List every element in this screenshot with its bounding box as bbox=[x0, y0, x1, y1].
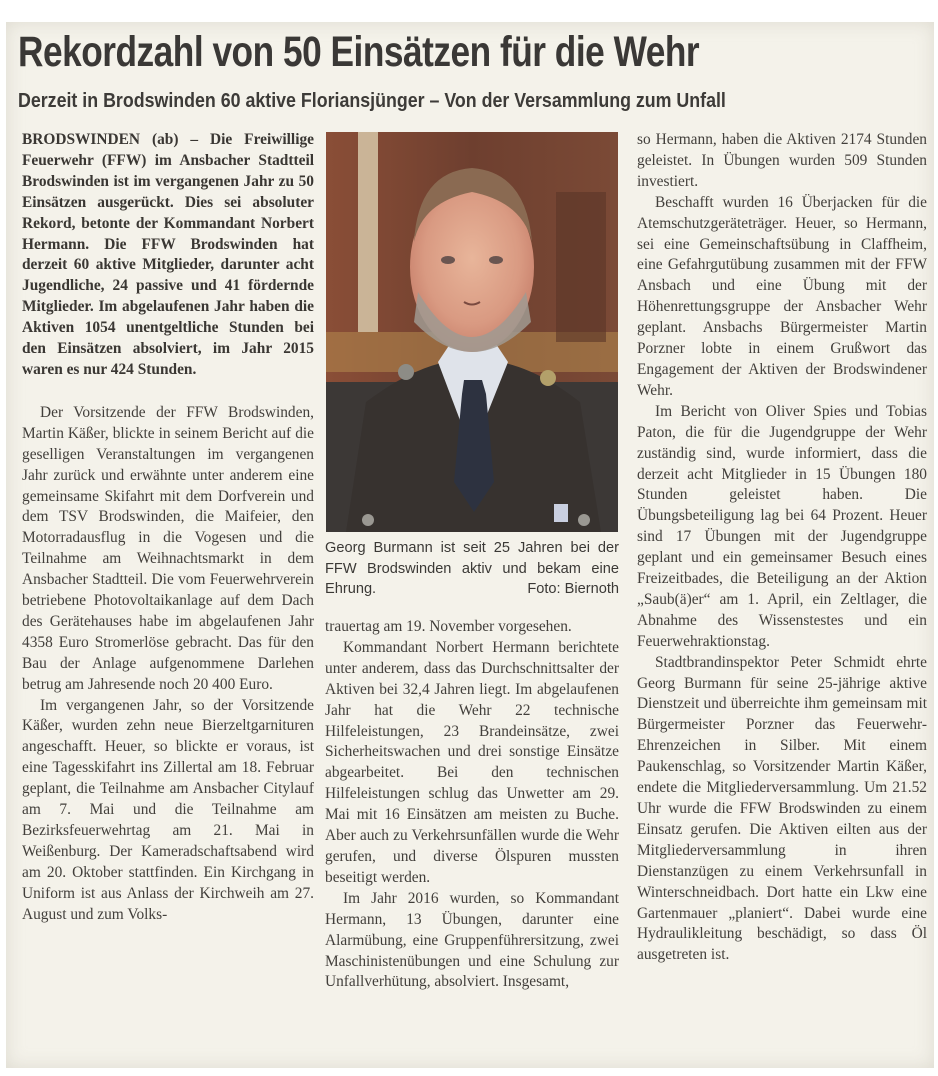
body-paragraph: Im Bericht von Oliver Spies und Tobias Paton, die für die Jugendgruppe der Wehr zuständig sind, wurde informiert, dass die derzeit acht Mitglieder in 15 Übungen 180 Stunden geleistet haben. Die Übungsbeteiligung lag bei 64 Prozent. Heuer sind 17 Übungen mit der Jugendgruppe geplant und ein gemeinsamer Besuch eines Freizeitbades, die Beteiligung an der Aktion „Saub(ä)er“ am 1. April, ein Zeltlager, die Abnahme des Wissenstestes und ein Feuerwehraktionstag. bbox=[637, 402, 927, 650]
body-paragraph: Kommandant Norbert Hermann berichtete unter anderem, dass das Durchschnittsalter der Aktiven bei 32,4 Jahren liegt. Im abgelaufenen Jahr hat die Wehr 22 technische Hilfeleistungen, 23 Brandeinsätze, zwei Sicherheitswachen und drei sonstige Einsätze abgearbeitet. Bei den technischen Hilfeleistungen schlug das Unwetter am 29. Mai mit 16 Einsätzen am meisten zu Buche. Aber auch zu Verkehrsunfällen wurde die Wehr gerufen, und diverse Ölspuren mussten beseitigt werden. bbox=[325, 638, 619, 886]
subheadline: Derzeit in Brodswinden 60 aktive Floriansjünger – Von der Versammlung zum Unfall bbox=[18, 90, 726, 112]
portrait-photo bbox=[326, 132, 618, 532]
body-paragraph: trauertag am 19. November vorgesehen. bbox=[325, 618, 572, 635]
body-paragraph: Der Vorsitzende der FFW Brodswinden, Martin Käßer, blickte in seinem Bericht auf die geselligen Veranstaltungen im vergangenen Jahr zurück und erwähnte unter anderem eine gemeinsame Skifahrt mit dem Dorfverein und dem TSV Brodswinden, die Maifeier, den Motorradausflug in die Vogesen und die Teilnahme am Weihnachtsmarkt in dem Ansbacher Stadtteil. Die vom Feuerwehrverein betriebene Photovoltaikanlage auf dem Dach des Gerätehauses habe im abgelaufenen Jahr 4358 Euro Stromerlöse gebracht. Das für den Bau der Anlage aufgenommene Darlehen betrug am Jahresende noch 20 400 Euro. bbox=[22, 403, 314, 693]
column-3 bbox=[637, 130, 927, 966]
photo-credit: Foto: Biernoth bbox=[527, 581, 619, 597]
body-paragraph: Beschafft wurden 16 Überjacken für die Atemschutzgeräteträger. Heuer, so Hermann, sei eine Gemeinschaftsübung in Claffheim, eine Gefahrgutübung zusammen mit der FFW Ansbach und eine Übung mit der Höhenrettungsgruppe der Ansbacher Wehr geplant. Ansbachs Bürgermeister Martin Porzner lobte in einem Grußwort das Engagement der Aktiven der Brodswindener Wehr. bbox=[637, 193, 927, 399]
body-paragraph: so Hermann, haben die Aktiven 2174 Stunden geleistet. In Übungen wurden 509 Stunden investiert. bbox=[637, 131, 927, 190]
paragraph-spacer bbox=[22, 381, 314, 403]
photo-caption bbox=[325, 538, 619, 600]
headline: Rekordzahl von 50 Einsätzen für die Wehr bbox=[18, 28, 700, 76]
column-2 bbox=[325, 617, 619, 993]
caption-text: Georg Burmann ist seit 25 Jahren bei der FFW Brodswinden aktiv und bekam eine Ehrung. bbox=[325, 540, 619, 597]
column-1 bbox=[22, 130, 314, 926]
portrait-photo-image bbox=[326, 132, 618, 532]
lead-paragraph: BRODSWINDEN (ab) – Die Freiwillige Feuerwehr (FFW) im Ansbacher Stadtteil Brodswinden ist im vergangenen Jahr zu 50 Einsätzen ausgerückt. Dies sei absoluter Rekord, betonte der Kommandant Norbert Hermann. Die FFW Brodswinden hat derzeit 60 aktive Mitglieder, darunter acht Jugendliche, 24 passive und 41 fördernde Mitglieder. Im abgelaufenen Jahr haben die Aktiven 1054 unentgeltliche Stunden bei den Einsätzen absolviert, im Jahr 2015 waren es nur 424 Stunden. bbox=[22, 131, 314, 378]
body-paragraph: Im Jahr 2016 wurden, so Kommandant Hermann, 13 Übungen, darunter eine Alarmübung, eine Gruppenführersitzung, zwei Maschinistenübungen und eine Schulung zur Unfallverhütung, absolviert. Insgesamt, bbox=[325, 889, 619, 991]
body-paragraph: Im vergangenen Jahr, so der Vorsitzende Käßer, wurden zehn neue Bierzeltgarnituren angeschafft. Heuer, so blickte er voraus, ist eine Tagesskifahrt ins Zillertal am 18. Februar geplant, die Teilnahme am Ansbacher Citylauf am 7. Mai und die Teilnahme am Bezirksfeuerwehrtag am 21. Mai in Weißenburg. Der Kameradschaftsabend wird am 20. Oktober stattfinden. Ein Kirchgang in Uniform ist aus Anlass der Kirchweih am 27. August und zum Volks- bbox=[22, 696, 314, 923]
body-paragraph: Stadtbrandinspektor Peter Schmidt ehrte Georg Burmann für seine 25-jährige aktive Dienstzeit und überreichte ihm gemeinsam mit Bürgermeister Porzner das Feuerwehr-Ehrenzeichen in Silber. Mit einem Paukenschlag, so Vorsitzender Martin Käßer, endete die Mitgliederversammlung. Um 21.52 Uhr wurde die FFW Brodswinden zu einem Einsatz gerufen. Die Aktiven eilten aus der Mitgliederversammlung in ihren Dienstanzügen zu einem Verkehrsunfall in Winterschneidbach. Dort hatte ein Lkw eine Gartenmauer „planiert“. Dabei wurde eine Hydraulikleitung beschädigt, so dass Öl ausgetreten ist. bbox=[637, 653, 927, 964]
